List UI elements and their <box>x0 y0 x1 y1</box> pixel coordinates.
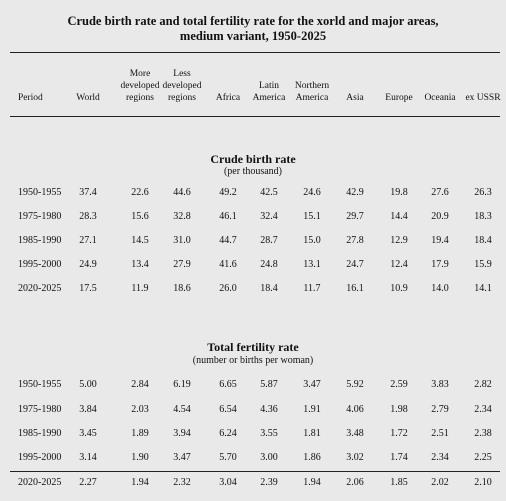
value-cell: 1.85 <box>390 477 408 488</box>
value-cell: 1.91 <box>303 404 321 415</box>
column-header-period: Period <box>18 93 43 103</box>
top-rule <box>10 52 500 53</box>
table-title <box>0 14 506 44</box>
table-row <box>0 378 506 392</box>
value-cell: 2.25 <box>474 452 492 463</box>
value-cell: 3.47 <box>173 452 191 463</box>
value-cell: 2.82 <box>474 379 492 390</box>
value-cell: 27.8 <box>346 235 364 246</box>
value-cell: 2.27 <box>79 477 97 488</box>
value-cell: 19.4 <box>431 235 449 246</box>
value-cell: 18.4 <box>260 283 278 294</box>
value-cell: 11.7 <box>303 283 321 294</box>
column-header-9: Oceania <box>424 93 456 103</box>
period-cell: 1985-1990 <box>18 235 62 246</box>
value-cell: 1.86 <box>303 452 321 463</box>
value-cell: 12.9 <box>390 235 408 246</box>
value-cell: 1.90 <box>131 452 149 463</box>
value-cell: 2.10 <box>474 477 492 488</box>
table-row <box>0 427 506 441</box>
value-cell: 5.92 <box>346 379 364 390</box>
period-cell: 1950-1955 <box>18 187 62 198</box>
value-cell: 1.72 <box>390 428 408 439</box>
value-cell: 24.6 <box>303 187 321 198</box>
value-cell: 2.51 <box>431 428 449 439</box>
value-cell: 31.0 <box>173 235 191 246</box>
value-cell: 44.6 <box>173 187 191 198</box>
value-cell: 15.1 <box>303 211 321 222</box>
value-cell: 2.34 <box>431 452 449 463</box>
value-cell: 5.87 <box>260 379 278 390</box>
bottom-rule <box>10 471 500 472</box>
value-cell: 6.24 <box>219 428 237 439</box>
value-cell: 3.94 <box>173 428 191 439</box>
column-header-3: Less developed regions <box>162 69 202 103</box>
value-cell: 4.54 <box>173 404 191 415</box>
period-cell: 1975-1980 <box>18 404 62 415</box>
value-cell: 2.59 <box>390 379 408 390</box>
value-cell: 13.4 <box>131 259 149 270</box>
value-cell: 27.9 <box>173 259 191 270</box>
value-cell: 37.4 <box>79 187 97 198</box>
value-cell: 15.9 <box>474 259 492 270</box>
column-header-10: ex USSR <box>465 93 501 103</box>
value-cell: 3.84 <box>79 404 97 415</box>
value-cell: 24.8 <box>260 259 278 270</box>
value-cell: 28.7 <box>260 235 278 246</box>
value-cell: 26.0 <box>219 283 237 294</box>
value-cell: 44.7 <box>219 235 237 246</box>
column-header-2: More developed regions <box>120 69 160 103</box>
value-cell: 24.7 <box>346 259 364 270</box>
value-cell: 46.1 <box>219 211 237 222</box>
value-cell: 14.1 <box>474 283 492 294</box>
period-cell: 2020-2025 <box>18 477 62 488</box>
value-cell: 6.54 <box>219 404 237 415</box>
table-row <box>0 186 506 200</box>
value-cell: 19.8 <box>390 187 408 198</box>
value-cell: 14.0 <box>431 283 449 294</box>
value-cell: 2.39 <box>260 477 278 488</box>
value-cell: 28.3 <box>79 211 97 222</box>
value-cell: 42.9 <box>346 187 364 198</box>
value-cell: 5.70 <box>219 452 237 463</box>
value-cell: 12.4 <box>390 259 408 270</box>
column-header-6: Northern America <box>294 81 330 103</box>
value-cell: 49.2 <box>219 187 237 198</box>
section-subtitle: (per thousand) <box>223 166 283 177</box>
section-title: Total fertility rate <box>207 340 299 354</box>
value-cell: 2.79 <box>431 404 449 415</box>
value-cell: 3.00 <box>260 452 278 463</box>
value-cell: 15.0 <box>303 235 321 246</box>
value-cell: 3.83 <box>431 379 449 390</box>
value-cell: 1.74 <box>390 452 408 463</box>
title-line-1: Crude birth rate and total fertility rate for the xorld and major areas, <box>67 14 439 28</box>
value-cell: 2.84 <box>131 379 149 390</box>
value-cell: 20.9 <box>431 211 449 222</box>
value-cell: 16.1 <box>346 283 364 294</box>
value-cell: 41.6 <box>219 259 237 270</box>
value-cell: 3.02 <box>346 452 364 463</box>
value-cell: 27.1 <box>79 235 97 246</box>
value-cell: 26.3 <box>474 187 492 198</box>
table-row <box>0 403 506 417</box>
period-cell: 1995-2000 <box>18 452 62 463</box>
header-rule <box>10 116 500 117</box>
period-cell: 1975-1980 <box>18 211 62 222</box>
value-cell: 1.94 <box>131 477 149 488</box>
value-cell: 27.6 <box>431 187 449 198</box>
value-cell: 18.4 <box>474 235 492 246</box>
value-cell: 14.5 <box>131 235 149 246</box>
value-cell: 3.14 <box>79 452 97 463</box>
period-cell: 2020-2025 <box>18 283 62 294</box>
value-cell: 5.00 <box>79 379 97 390</box>
table-row <box>0 476 506 490</box>
value-cell: 1.81 <box>303 428 321 439</box>
value-cell: 29.7 <box>346 211 364 222</box>
value-cell: 14.4 <box>390 211 408 222</box>
column-header-8: Europe <box>385 93 413 103</box>
table-row <box>0 258 506 272</box>
table-row <box>0 210 506 224</box>
value-cell: 2.02 <box>431 477 449 488</box>
value-cell: 3.47 <box>303 379 321 390</box>
value-cell: 2.38 <box>474 428 492 439</box>
value-cell: 22.6 <box>131 187 149 198</box>
table-row <box>0 451 506 465</box>
value-cell: 13.1 <box>303 259 321 270</box>
value-cell: 2.03 <box>131 404 149 415</box>
value-cell: 18.6 <box>173 283 191 294</box>
section-subtitle: (number or births per woman) <box>192 355 314 366</box>
value-cell: 11.9 <box>131 283 149 294</box>
value-cell: 18.3 <box>474 211 492 222</box>
value-cell: 32.8 <box>173 211 191 222</box>
column-header-1: World <box>76 93 100 103</box>
period-cell: 1950-1955 <box>18 379 62 390</box>
value-cell: 32.4 <box>260 211 278 222</box>
value-cell: 4.06 <box>346 404 364 415</box>
section-title: Crude birth rate <box>210 152 296 166</box>
period-cell: 1995-2000 <box>18 259 62 270</box>
column-header-7: Asia <box>346 93 364 103</box>
value-cell: 4.36 <box>260 404 278 415</box>
column-header-4: Africa <box>215 93 241 103</box>
value-cell: 3.48 <box>346 428 364 439</box>
value-cell: 24.9 <box>79 259 97 270</box>
value-cell: 2.32 <box>173 477 191 488</box>
value-cell: 1.89 <box>131 428 149 439</box>
value-cell: 42.5 <box>260 187 278 198</box>
value-cell: 10.9 <box>390 283 408 294</box>
period-cell: 1985-1990 <box>18 428 62 439</box>
value-cell: 3.04 <box>219 477 237 488</box>
table-row <box>0 282 506 296</box>
value-cell: 15.6 <box>131 211 149 222</box>
value-cell: 17.5 <box>79 283 97 294</box>
title-line-2: medium variant, 1950-2025 <box>179 29 327 43</box>
column-header-5: Latin America <box>252 81 286 103</box>
value-cell: 6.65 <box>219 379 237 390</box>
value-cell: 1.94 <box>303 477 321 488</box>
value-cell: 3.45 <box>79 428 97 439</box>
value-cell: 2.06 <box>346 477 364 488</box>
value-cell: 6.19 <box>173 379 191 390</box>
value-cell: 17.9 <box>431 259 449 270</box>
table-row <box>0 234 506 248</box>
value-cell: 3.55 <box>260 428 278 439</box>
value-cell: 2.34 <box>474 404 492 415</box>
value-cell: 1.98 <box>390 404 408 415</box>
